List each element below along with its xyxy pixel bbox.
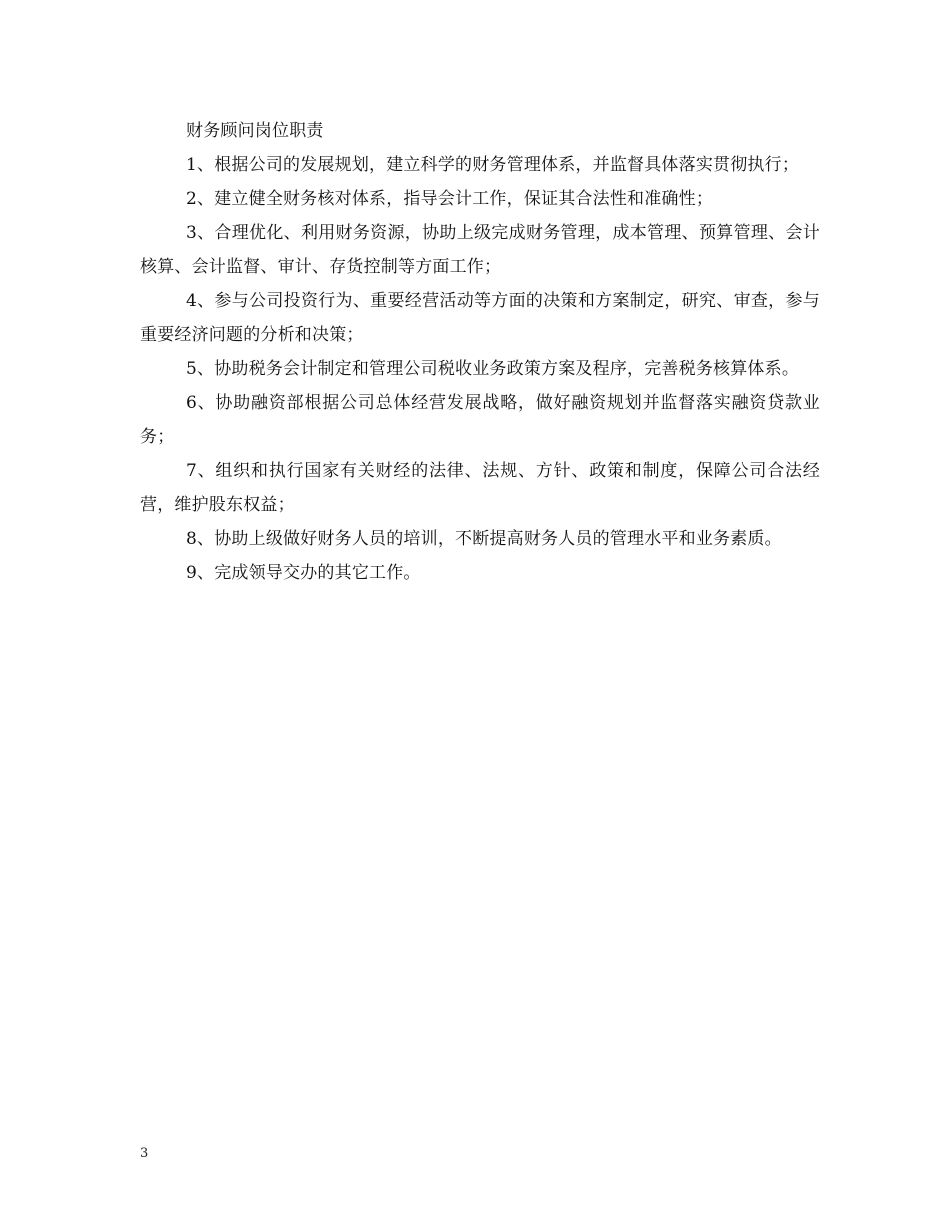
duty-item-3: 3、合理优化、利用财务资源，协助上级完成财务管理，成本管理、预算管理、会计核算、会计监督、审计、存货控制等方面工作；	[140, 223, 820, 277]
duty-item-2: 2、建立健全财务核对体系，指导会计工作，保证其合法性和准确性；	[186, 189, 714, 209]
duty-item-8: 8、协助上级做好财务人员的培训，不断提高财务人员的管理水平和业务素质。	[186, 529, 782, 549]
duty-item-6: 6、协助融资部根据公司总体经营发展战略，做好融资规划并监督落实融资贷款业务；	[140, 393, 820, 447]
duty-item-9: 9、完成领导交办的其它工作。	[186, 563, 421, 583]
duty-item-1: 1、根据公司的发展规划，建立科学的财务管理体系，并监督具体落实贯彻执行；	[186, 155, 800, 175]
duty-item-5: 5、协助税务会计制定和管理公司税收业务政策方案及程序，完善税务核算体系。	[186, 359, 800, 379]
duty-item-7: 7、组织和执行国家有关财经的法律、法规、方针、政策和制度，保障公司合法经营，维护股东权益；	[140, 461, 820, 515]
document-title: 财务顾问岗位职责	[186, 121, 324, 141]
duty-item-4: 4、参与公司投资行为、重要经营活动等方面的决策和方案制定，研究、审查，参与重要经济问题的分析和决策；	[140, 291, 820, 345]
document-body	[140, 114, 820, 590]
page-number: 3	[140, 1146, 149, 1161]
